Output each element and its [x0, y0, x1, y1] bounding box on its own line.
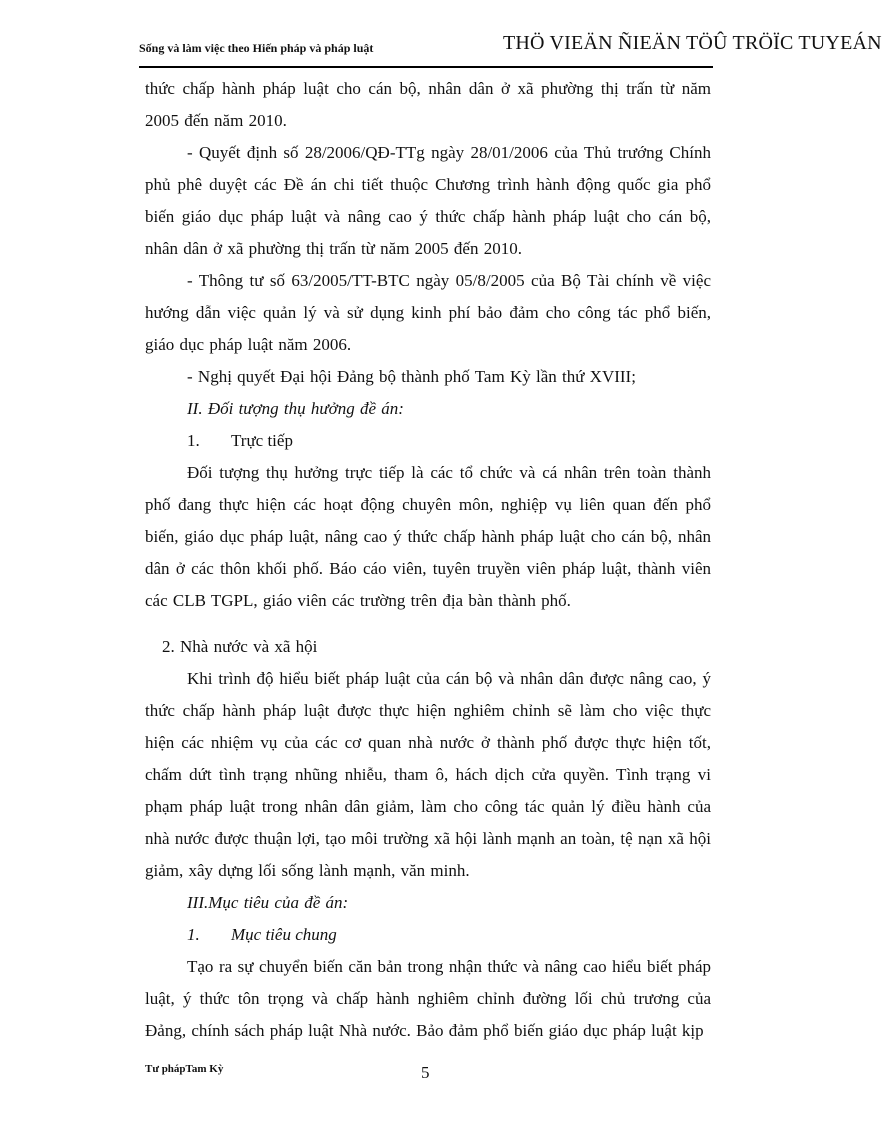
- paragraph-direct-beneficiaries: Đối tượng thụ hưởng trực tiếp là các tổ chức và cá nhân trên toàn thành phố đang thực hiện các hoạt động chuyên môn, nghiệp vụ liên quan đến phổ biến, giáo dục pháp luật, nâng cao ý thức chấp hành pháp luật cho cán bộ, nhân dân ở các thôn khối phố. Báo cáo viên, tuyên truyền viên pháp luật, thành viên các CLB TGPL, giáo viên các trường trên địa bàn thành phố.: [145, 463, 711, 610]
- library-watermark-header: THÖ VIEÄN ÑIEÄN TÖÛ TRÖÏC TUYEÁN: [503, 32, 882, 54]
- list-item-label: Mục tiêu chung: [231, 925, 337, 944]
- header-rule: [139, 66, 713, 68]
- paragraph-resolution: - Nghị quyết Đại hội Đảng bộ thành phố Tam Kỳ lần thứ XVIII;: [187, 367, 636, 386]
- running-header-title: Sống và làm việc theo Hiến pháp và pháp luật: [139, 41, 374, 55]
- list-item-general-objective: [145, 919, 711, 951]
- footer-organization: Tư phápTam Kỳ: [145, 1063, 224, 1075]
- paragraph-state-society: Khi trình độ hiểu biết pháp luật của cán bộ và nhân dân được nâng cao, ý thức chấp hành pháp luật được thực hiện nghiêm chỉnh sẽ làm cho việc thực hiện các nhiệm vụ của các cơ quan nhà nước ở thành phố được thực hiện tốt, chấm dứt tình trạng nhũng nhiễu, tham ô, hách dịch cửa quyền. Tình trạng vi phạm pháp luật trong nhân dân giảm, làm cho công tác quản lý điều hành của nhà nước được thuận lợi, tạo môi trường xã hội lành mạnh an toàn, tệ nạn xã hội giảm, xây dựng lối sống lành mạnh, văn minh.: [145, 669, 711, 880]
- section-heading-beneficiaries: II. Đối tượng thụ hưởng đề án:: [187, 399, 404, 418]
- paragraph-decision-28: - Quyết định số 28/2006/QĐ-TTg ngày 28/01/2006 của Thủ trướng Chính phủ phê duyệt các Đề án chi tiết thuộc Chương trình hành động quốc gia phổ biến giáo dục pháp luật và nâng cao ý thức chấp hành pháp luật cho cán bộ, nhân dân ở xã phường thị trấn từ năm 2005 đến 2010.: [145, 143, 711, 258]
- paragraph-continuation: thức chấp hành pháp luật cho cán bộ, nhân dân ở xã phường thị trấn từ năm 2005 đến năm 2010.: [145, 79, 711, 130]
- paragraph-general-objective: Tạo ra sự chuyển biến căn bản trong nhận thức và nâng cao hiểu biết pháp luật, ý thức tôn trọng và chấp hành nghiêm chỉnh đường lối chủ trương của Đảng, chính sách pháp luật Nhà nước. Bảo đảm phổ biến giáo dục pháp luật kịp: [145, 957, 711, 1040]
- list-item-number: 1.: [187, 431, 200, 450]
- page-body: [145, 73, 711, 1047]
- spacer: [145, 617, 711, 631]
- list-item-number: 1.: [187, 925, 200, 944]
- list-item-direct: [145, 425, 711, 457]
- page-number: 5: [421, 1063, 430, 1082]
- list-item-label: Trực tiếp: [231, 431, 293, 450]
- list-item-state-society: 2. Nhà nước và xã hội: [162, 637, 318, 656]
- section-heading-objectives: III.Mục tiêu của đề án:: [187, 893, 349, 912]
- paragraph-circular-63: - Thông tư số 63/2005/TT-BTC ngày 05/8/2005 của Bộ Tài chính về việc hướng dẫn việc quản lý và sử dụng kinh phí bảo đảm cho công tác phổ biến, giáo dục pháp luật năm 2006.: [145, 271, 711, 354]
